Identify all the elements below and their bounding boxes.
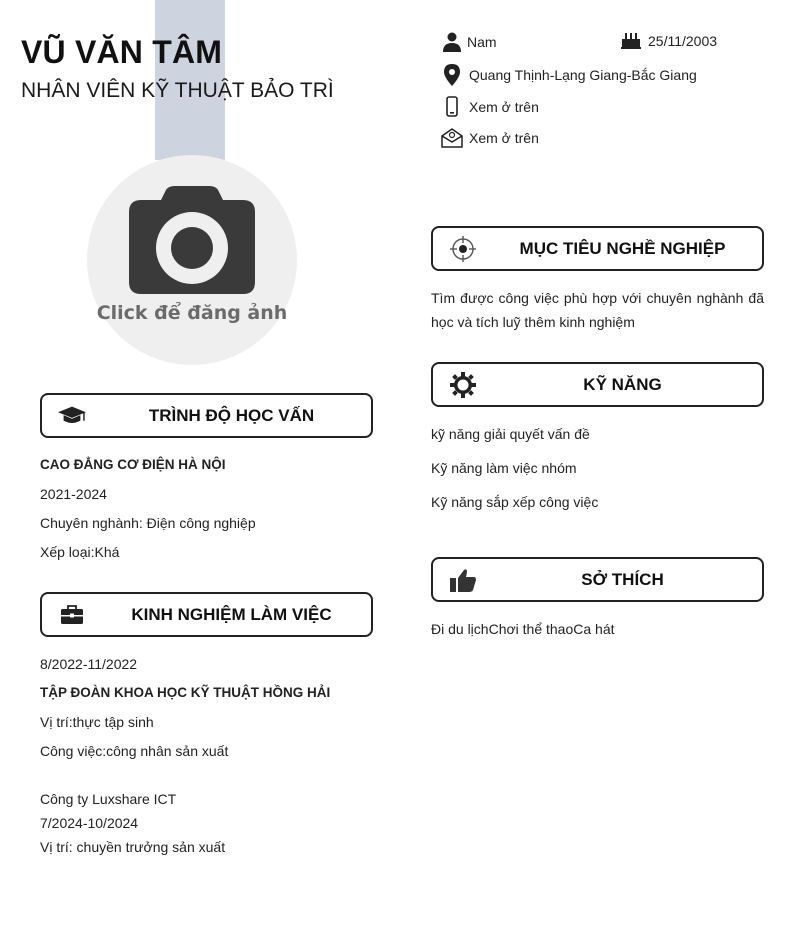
job-period: 8/2022-11/2022 bbox=[40, 656, 138, 672]
phone-value: Xem ở trên bbox=[469, 98, 539, 115]
objective-header bbox=[431, 226, 764, 271]
job-position: Vị trí:thực tập sinh bbox=[40, 714, 154, 730]
skills-title: KỸ NĂNG bbox=[583, 375, 662, 394]
email-value: Xem ở trên bbox=[469, 130, 539, 146]
job-work: Công việc:công nhân sản xuất bbox=[40, 743, 229, 759]
objective-title: MỤC TIÊU NGHỀ NGHIỆP bbox=[519, 239, 726, 258]
address-row bbox=[441, 64, 697, 86]
target-icon bbox=[449, 236, 477, 262]
skill-item: kỹ năng giải quyết vấn đề bbox=[431, 426, 590, 442]
job-period: 7/2024-10/2024 bbox=[40, 815, 139, 831]
skill-item: Kỹ năng sắp xếp công việc bbox=[431, 494, 599, 510]
hobbies-text: Đi du lịchChơi thể thaoCa hát bbox=[431, 621, 615, 637]
photo-upload-label: Click để đăng ảnh bbox=[96, 302, 288, 324]
user-icon bbox=[441, 32, 463, 52]
gear-icon bbox=[449, 372, 477, 398]
photo-upload[interactable] bbox=[87, 155, 297, 365]
experience-title: KINH NGHIỆM LÀM VIỆC bbox=[131, 605, 332, 624]
gender-row bbox=[441, 32, 497, 52]
skills-header bbox=[431, 362, 764, 407]
education-grade: Xếp loại:Khá bbox=[40, 544, 120, 560]
location-pin-icon bbox=[441, 64, 463, 86]
camera-icon bbox=[129, 186, 255, 296]
education-major: Chuyên nghành: Điện công nghiệp bbox=[40, 515, 256, 531]
birthdate-row bbox=[620, 32, 717, 50]
phone-icon bbox=[441, 96, 463, 117]
job-position: Vị trí: chuyền trưởng sản xuất bbox=[40, 839, 226, 855]
graduation-cap-icon bbox=[58, 403, 86, 429]
education-header bbox=[40, 393, 373, 438]
address-value: Quang Thịnh-Lạng Giang-Bắc Giang bbox=[469, 67, 697, 83]
education-period: 2021-2024 bbox=[40, 486, 107, 502]
skill-item: Kỹ năng làm việc nhóm bbox=[431, 460, 577, 476]
email-row bbox=[441, 128, 539, 148]
hobbies-header bbox=[431, 557, 764, 602]
candidate-role: NHÂN VIÊN KỸ THUẬT BẢO TRÌ bbox=[21, 79, 334, 102]
education-school: CAO ĐẲNG CƠ ĐIỆN HÀ NỘI bbox=[40, 457, 226, 472]
experience-header bbox=[40, 592, 373, 637]
job-company: TẬP ĐOÀN KHOA HỌC KỸ THUẬT HỒNG HẢI bbox=[40, 685, 331, 700]
job-company: Công ty Luxshare ICT bbox=[40, 791, 177, 807]
objective-text: Tìm được công việc phù hợp với chuyên nghành đã học và tích luỹ thêm kinh nghiệm bbox=[431, 290, 764, 330]
hobbies-title: SỞ THÍCH bbox=[581, 570, 664, 589]
email-icon bbox=[441, 128, 463, 148]
briefcase-icon bbox=[58, 602, 86, 628]
gender-value: Nam bbox=[467, 34, 497, 50]
thumbs-up-icon bbox=[449, 567, 477, 593]
phone-row bbox=[441, 96, 539, 117]
candidate-name: VŨ VĂN TÂM bbox=[21, 34, 223, 70]
birthdate-value: 25/11/2003 bbox=[648, 33, 718, 49]
education-title: TRÌNH ĐỘ HỌC VẤN bbox=[148, 406, 315, 425]
birthday-cake-icon bbox=[620, 32, 642, 50]
